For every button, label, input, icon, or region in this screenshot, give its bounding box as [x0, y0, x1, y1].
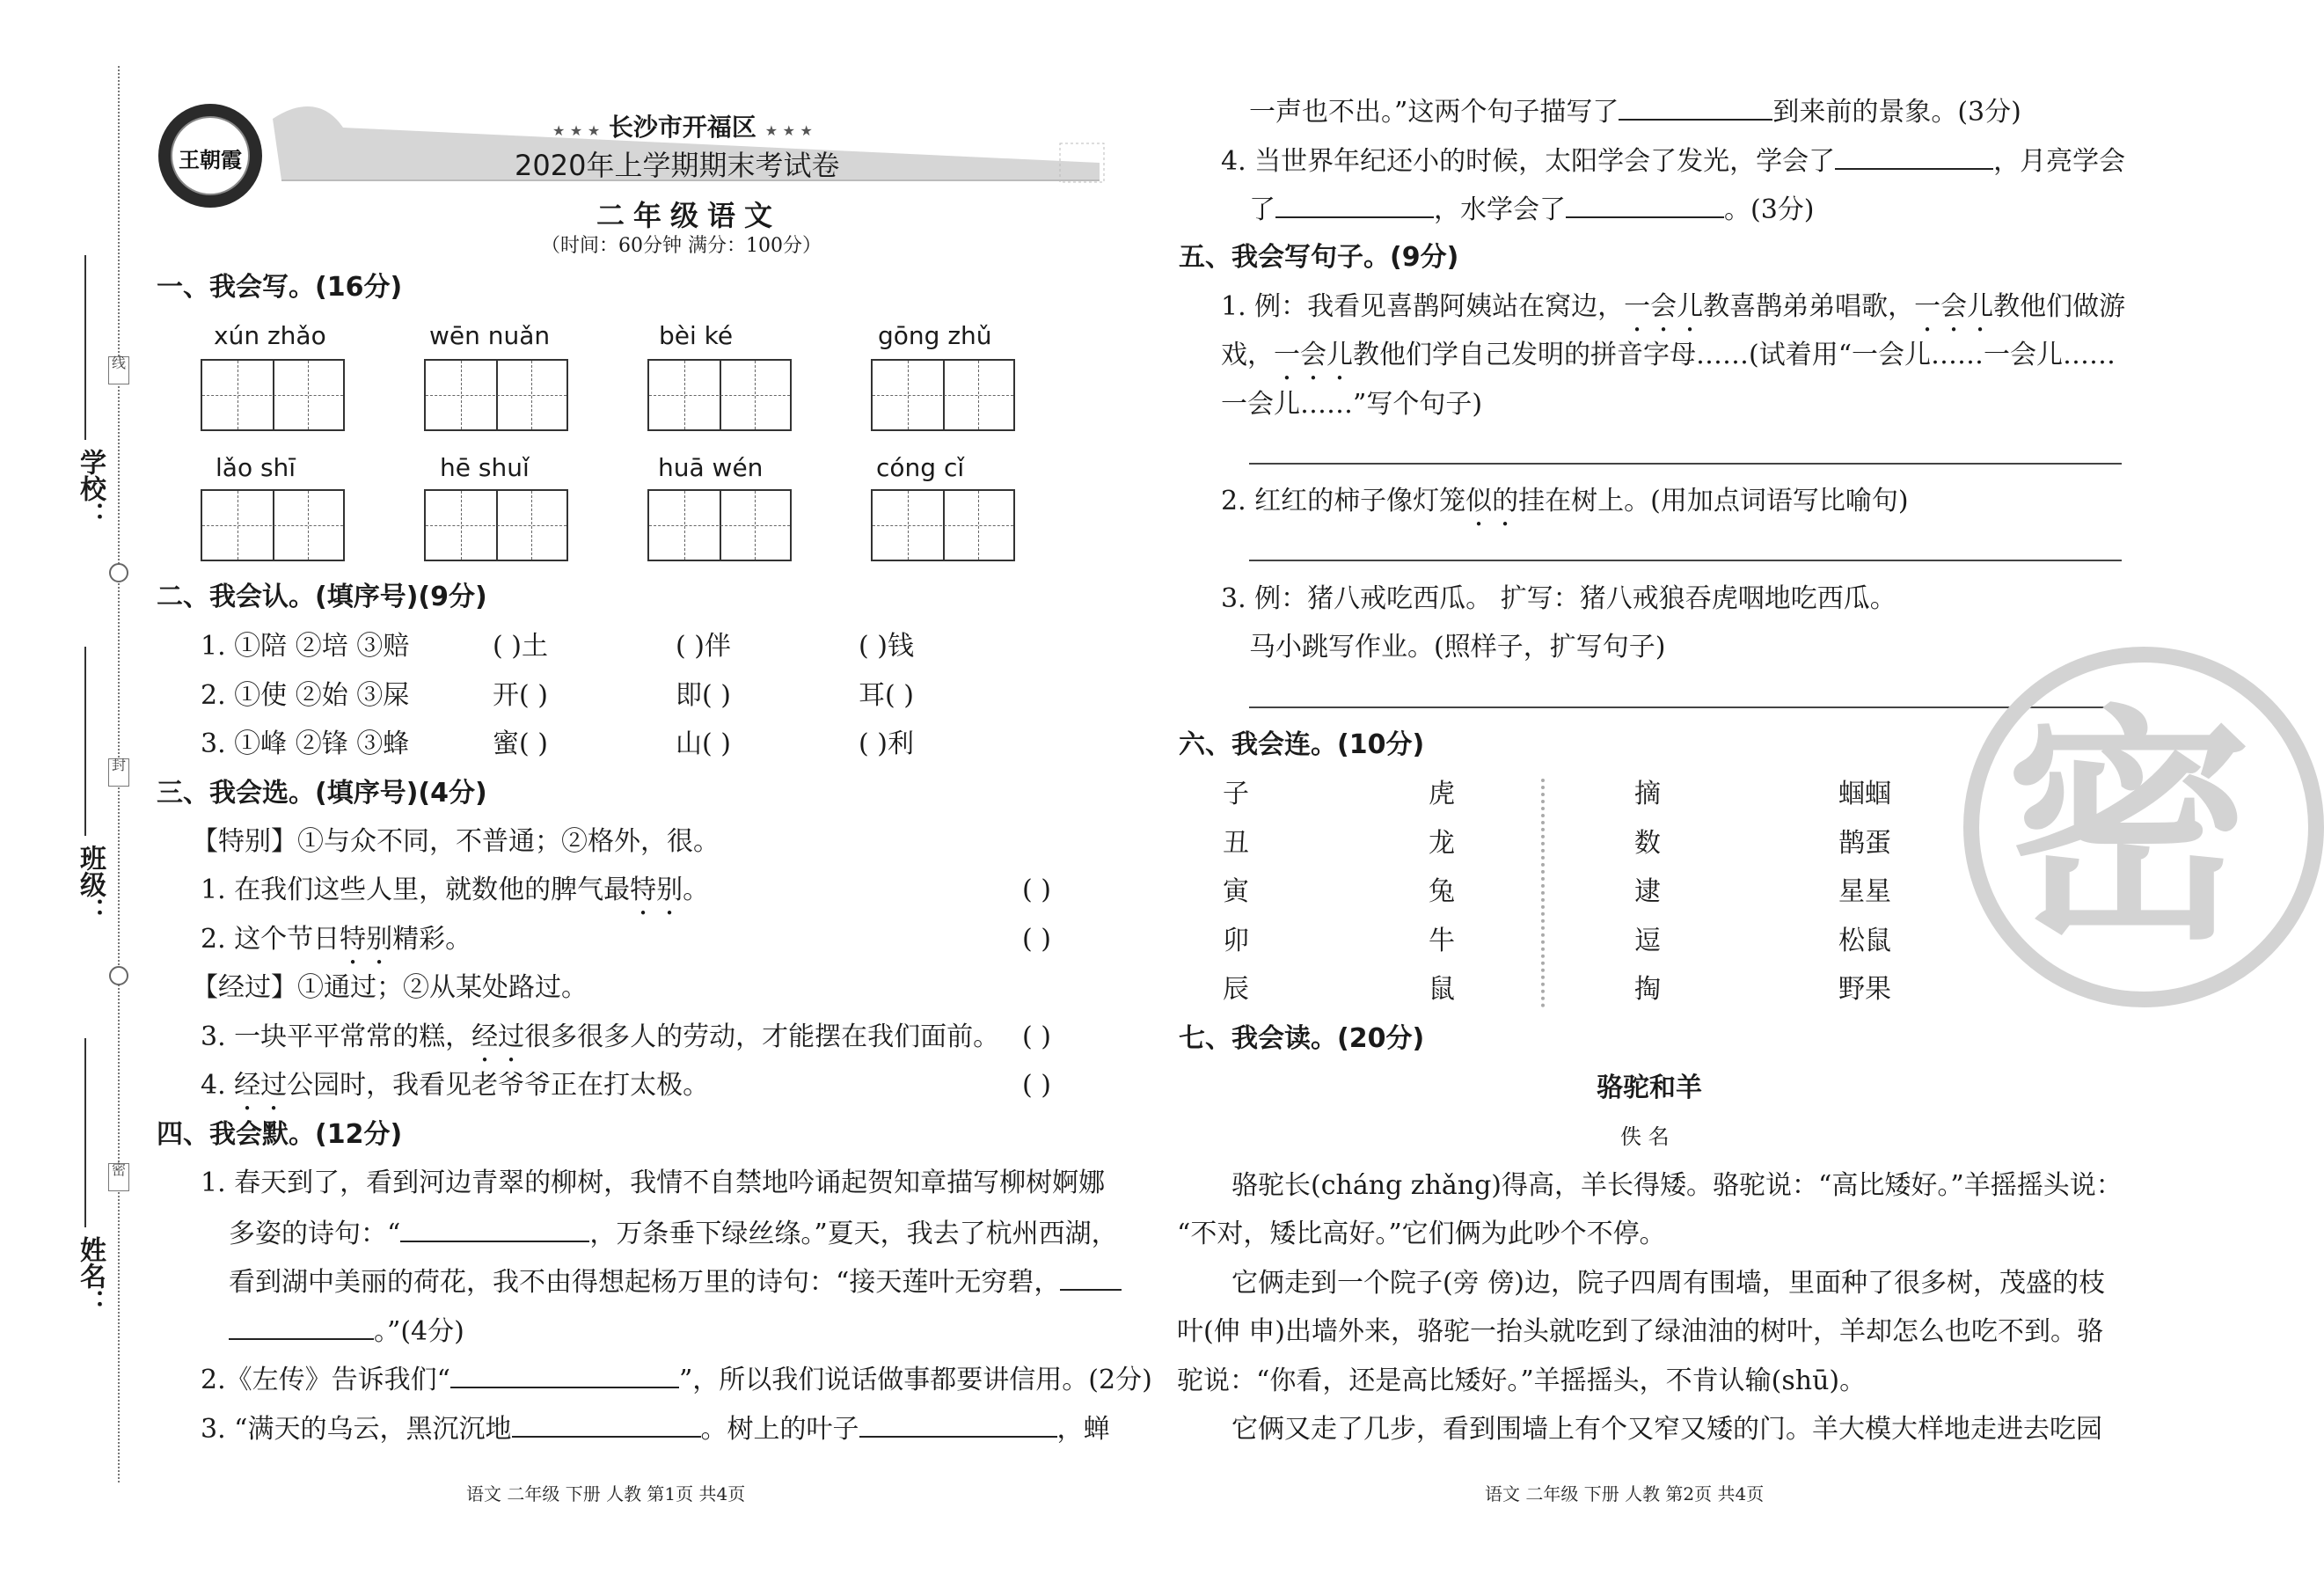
school-label: 学校： — [75, 449, 106, 528]
match-item[interactable]: 丑 — [1223, 828, 1249, 859]
match-item[interactable]: 蝈蝈 — [1838, 779, 1891, 809]
fill-blank[interactable] — [1619, 94, 1772, 121]
star-icon: ★ ★ ★ — [764, 122, 813, 139]
s2-row1-blank[interactable]: ( )土 — [493, 631, 548, 662]
answer-paren[interactable]: ( ) — [1022, 875, 1051, 905]
s3-question-4: 4. 经过公园时，我看见老爷爷正在打太极。 — [201, 1070, 710, 1101]
s4-q1-line1: 1. 春天到了，看到河边青翠的柳树，我情不自禁地吟诵起贺知章描写柳树婀娜 — [201, 1168, 1106, 1198]
pinyin-label: bèi ké — [659, 321, 734, 350]
pinyin-label: gōng zhǔ — [878, 321, 992, 350]
class-label: 班级： — [75, 845, 106, 924]
s5-q3-task: 马小跳写作业。(照样子，扩写句子) — [1249, 632, 1666, 663]
section5-title: 五、我会写句子。(9分) — [1179, 242, 1459, 273]
name-field[interactable] — [84, 1038, 86, 1227]
school-field[interactable] — [84, 255, 86, 440]
match-item[interactable]: 数 — [1634, 828, 1661, 859]
s2-row2-options: 2. ①使 ②始 ③屎 — [201, 680, 410, 711]
seal-mark-line: 线 — [108, 356, 129, 384]
section1-title: 一、我会写。(16分) — [157, 272, 403, 303]
tian-grid[interactable] — [424, 489, 568, 561]
s5-q1-line1: 1. 例：我看见喜鹊阿姨站在窝边，一会儿教喜鹊弟弟唱歌，一会儿教他们做游 — [1221, 291, 2126, 322]
story-paragraph: 驼说：“你看，还是高比矮好。”羊摇摇头，不肯认输(shū)。 — [1177, 1365, 1867, 1396]
match-item[interactable]: 鹊蛋 — [1838, 828, 1891, 859]
pinyin-label: huā wén — [658, 453, 764, 482]
match-item[interactable]: 逮 — [1634, 876, 1661, 907]
answer-paren[interactable]: ( ) — [1022, 1070, 1051, 1101]
s4-q1-line4: 。”(4分) — [229, 1314, 464, 1349]
match-item[interactable]: 野果 — [1838, 974, 1891, 1005]
tian-grid[interactable] — [201, 359, 345, 431]
seal-mark-secret: 密 — [108, 1163, 129, 1191]
answer-line[interactable] — [1249, 463, 2122, 465]
match-item[interactable]: 兔 — [1429, 876, 1455, 907]
pinyin-label: lǎo shī — [216, 453, 296, 482]
logo-text: 王朝霞 — [179, 147, 242, 172]
s2-row3-blank[interactable]: ( )利 — [859, 728, 914, 759]
s2-row2-blank[interactable]: 即( ) — [676, 680, 731, 711]
s5-q2: 2. 红红的柿子像灯笼似的挂在树上。(用加点词语写比喻句) — [1221, 486, 1909, 516]
column-divider — [1541, 779, 1545, 1007]
story-paragraph: “不对，矮比高好。”它们俩为此吵个不停。 — [1177, 1219, 1666, 1249]
fill-blank[interactable] — [1060, 1264, 1122, 1291]
s2-row2-blank[interactable]: 耳( ) — [859, 680, 914, 711]
region-title: ★ ★ ★ 长沙市开福区 ★ ★ ★ — [552, 113, 813, 142]
s3-question-2: 2. 这个节日特别精彩。 — [201, 924, 472, 955]
story-author: 佚 名 — [1620, 1124, 1670, 1149]
s4-q3-line2: 一声也不出。”这两个句子描写了 到来前的景象。(3分) — [1249, 94, 2021, 129]
story-title: 骆驼和羊 — [1597, 1073, 1702, 1103]
answer-paren[interactable]: ( ) — [1022, 924, 1051, 955]
fill-blank[interactable] — [512, 1411, 701, 1438]
story-paragraph: 骆驼长(cháng zhǎng)得高，羊长得矮。骆驼说：“高比矮好。”羊摇摇头说： — [1231, 1170, 2123, 1201]
page-footer-left: 语文 二年级 下册 人教 第1页 共4页 — [466, 1483, 746, 1504]
match-item[interactable]: 鼠 — [1429, 974, 1455, 1005]
s2-row1-blank[interactable]: ( )钱 — [859, 631, 914, 662]
s4-q4-line2: 了 ，水学会了 。(3分) — [1249, 192, 1815, 227]
s5-q1-line3: 一会儿……”写个句子) — [1221, 389, 1483, 420]
fill-blank[interactable] — [1275, 192, 1434, 218]
s3-question-3: 3. 一块平平常常的糕，经过很多很多人的劳动，才能摆在我们面前。 — [201, 1021, 1000, 1052]
pinyin-label: xún zhǎo — [214, 321, 326, 350]
circle-mark-icon — [109, 966, 128, 985]
s2-row2-blank[interactable]: 开( ) — [493, 680, 548, 711]
story-paragraph: 它俩走到一个院子(旁 傍)边，院子四周有围墙，里面种了很多树，茂盛的枝 — [1231, 1268, 2105, 1299]
tian-grid[interactable] — [201, 489, 345, 561]
s5-q1-line2: 戏，一会儿教他们学自己发明的拼音字母……(试着用“一会儿……一会儿…… — [1221, 340, 2116, 370]
match-item[interactable]: 逗 — [1634, 926, 1661, 956]
s4-q3-line1: 3. “满天的乌云，黑沉沉地 。树上的叶子 ，蝉 — [201, 1411, 1110, 1446]
exam-title: 2020年上学期期末考试卷 — [515, 149, 840, 182]
tian-grid[interactable] — [647, 489, 792, 561]
subject-title: 二年级语文 — [596, 199, 782, 232]
section7-title: 七、我会读。(20分) — [1179, 1023, 1425, 1054]
match-item[interactable]: 龙 — [1429, 828, 1455, 859]
match-item[interactable]: 松鼠 — [1838, 926, 1891, 956]
match-item[interactable]: 辰 — [1223, 974, 1249, 1005]
pinyin-label: hē shuǐ — [440, 453, 530, 482]
tian-grid[interactable] — [871, 359, 1015, 431]
secret-watermark — [1963, 647, 2324, 1007]
fill-blank[interactable] — [1835, 143, 1993, 170]
answer-line[interactable] — [1249, 706, 2122, 708]
s5-q3-example: 3. 例：猪八戒吃西瓜。 扩写：猪八戒狼吞虎咽地吃西瓜。 — [1221, 583, 1896, 614]
match-item[interactable]: 虎 — [1429, 779, 1455, 809]
fill-blank[interactable] — [859, 1411, 1057, 1438]
match-item[interactable]: 牛 — [1429, 926, 1455, 956]
section6-title: 六、我会连。(10分) — [1179, 729, 1425, 760]
fill-blank[interactable] — [450, 1362, 679, 1388]
section4-title: 四、我会默。(12分) — [157, 1119, 403, 1150]
s2-row1-options: 1. ①陪 ②培 ③赔 — [201, 631, 410, 662]
watermark-char: 密 — [2006, 686, 2252, 973]
seal-mark-seal: 封 — [108, 758, 129, 787]
match-item[interactable]: 星星 — [1838, 876, 1891, 907]
definition-tebie: 【特别】①与众不同，不普通；②格外，很。 — [192, 826, 720, 857]
star-icon: ★ ★ ★ — [552, 122, 601, 139]
answer-paren[interactable]: ( ) — [1022, 1021, 1051, 1052]
match-item[interactable]: 掏 — [1634, 974, 1661, 1005]
definition-jingguo: 【经过】①通过；②从某处路过。 — [192, 972, 588, 1003]
pinyin-label: wēn nuǎn — [429, 321, 551, 350]
name-label: 姓名： — [75, 1236, 106, 1315]
logo-emblem — [158, 104, 262, 208]
match-item[interactable]: 子 — [1223, 779, 1249, 809]
s4-q1-line3: 看到湖中美丽的荷花，我不由得想起杨万里的诗句：“接天莲叶无穷碧， — [229, 1264, 1122, 1299]
pinyin-label: cóng cǐ — [876, 453, 965, 482]
exam-time: （时间：60分钟 满分：100分） — [541, 235, 822, 257]
s3-question-1: 1. 在我们这些人里，就数他的脾气最特别。 — [201, 875, 710, 905]
fill-blank[interactable] — [1566, 192, 1724, 218]
s2-row1-blank[interactable]: ( )伴 — [676, 631, 731, 662]
s2-row3-options: 3. ①峰 ②锋 ③蜂 — [201, 728, 410, 759]
tian-grid[interactable] — [647, 359, 792, 431]
story-paragraph: 它俩又走了几步，看到围墙上有个又窄又矮的门。羊大模大样地走进去吃园 — [1231, 1414, 2102, 1445]
tian-grid[interactable] — [424, 359, 568, 431]
story-paragraph: 叶(伸 申)出墙外来，骆驼一抬头就吃到了绿油油的树叶，羊却怎么也吃不到。骆 — [1177, 1316, 2103, 1347]
fill-blank[interactable] — [229, 1314, 374, 1340]
tian-grid[interactable] — [871, 489, 1015, 561]
match-item[interactable]: 卯 — [1223, 926, 1249, 956]
s2-row3-blank[interactable]: 山( ) — [676, 728, 731, 759]
fill-blank[interactable] — [400, 1216, 589, 1242]
s4-q2: 2.《左传》告诉我们“ ”，所以我们说话做事都要讲信用。(2分) — [201, 1362, 1152, 1397]
answer-line[interactable] — [1249, 560, 2122, 561]
s4-q1-line2: 多姿的诗句：“ ，万条垂下绿丝绦。”夏天，我去了杭州西湖， — [229, 1216, 1118, 1251]
s2-row3-blank[interactable]: 蜜( ) — [493, 728, 548, 759]
match-item[interactable]: 寅 — [1223, 876, 1249, 907]
match-item[interactable]: 摘 — [1634, 779, 1661, 809]
class-field[interactable] — [84, 647, 86, 836]
s4-q4-line1: 4. 当世界年纪还小的时候，太阳学会了发光，学会了 ，月亮学会 — [1221, 143, 2125, 179]
page-footer-right: 语文 二年级 下册 人教 第2页 共4页 — [1485, 1483, 1765, 1504]
section2-title: 二、我会认。(填序号)(9分) — [157, 582, 487, 612]
circle-mark-icon — [109, 563, 128, 582]
section3-title: 三、我会选。(填序号)(4分) — [157, 778, 487, 809]
